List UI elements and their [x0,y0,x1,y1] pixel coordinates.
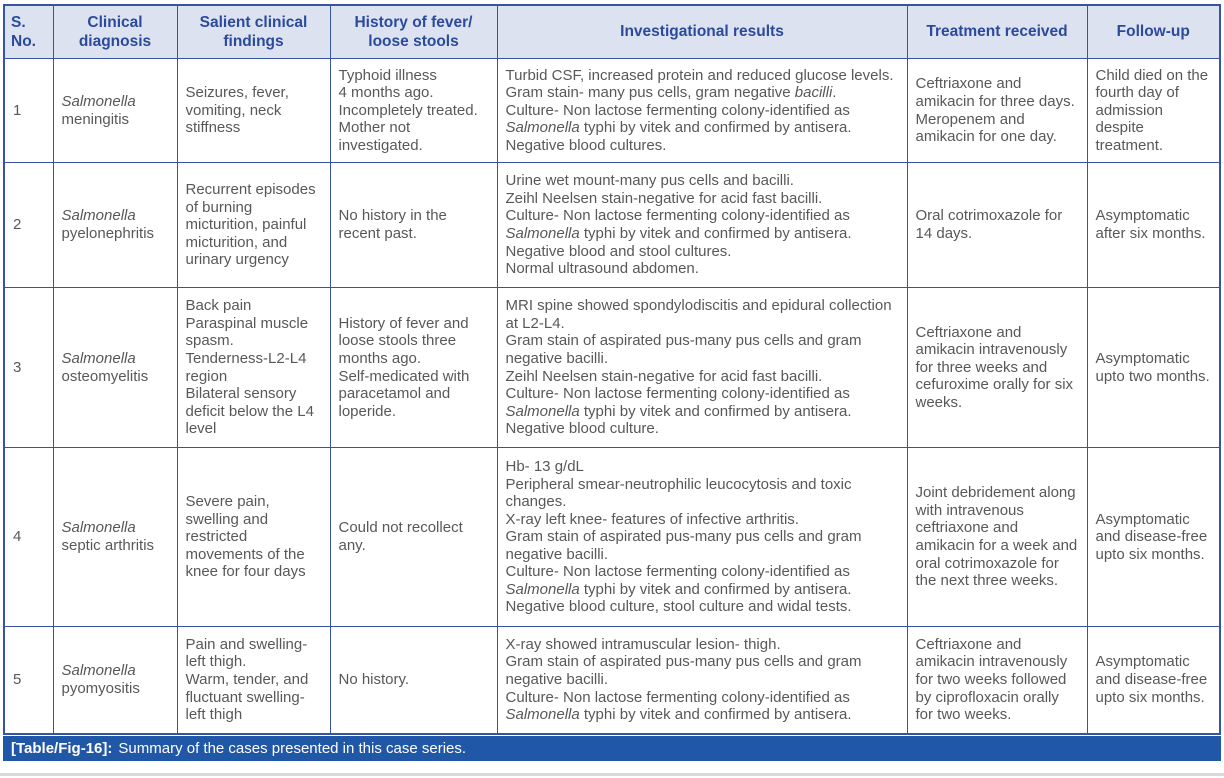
case-series-table [3,4,1221,735]
cell-diagnosis [53,627,177,734]
cell-treatment [907,627,1087,734]
cell-followup [1087,627,1220,734]
cell-diagnosis [53,288,177,448]
cell-line: Seizures, fever, vomiting, neck stiffness [185,84,289,137]
cell-investigations [497,448,907,627]
column-header-sno: S. No. [4,5,53,59]
cell-findings [177,163,330,288]
cell-line: Urine wet mount-many pus cells and bacilli. [505,172,794,190]
cell-line: Back pain [185,297,252,315]
cell-line: Ceftriaxone and amikacin intravenously for three weeks and cefuroxime orally for six weeks. [915,323,1074,411]
cell-treatment [907,288,1087,448]
cell-diagnosis [53,163,177,288]
cell-line: Hb- 13 g/dL [505,458,584,476]
cell-sno: 4 [4,448,53,627]
cell-sno: 2 [4,163,53,288]
cell-line: Bilateral sensory deficit below the L4 level [185,385,314,438]
cell-findings [177,59,330,163]
cell-line: Warm, tender, and fluctuant swelling- left thigh [185,670,309,724]
cell-line: 4 months ago. [338,84,434,102]
cell-sno: 5 [4,627,53,734]
cell-line: History of fever and loose stools three months ago. [338,314,469,367]
column-header-followup: Follow-up [1087,5,1220,59]
cell-line: X-ray showed intramuscular lesion- thigh. [505,635,781,653]
cell-diagnosis [53,448,177,627]
cell-line: No history in the recent past. [338,207,447,242]
cell-line: meningitis [61,110,130,128]
table-row [4,59,1220,163]
cell-line: Normal ultrasound abdomen. [505,260,699,278]
cell-line: Ceftriaxone and amikacin intravenously for two weeks followed by ciprofloxacin orally for two weeks. [915,635,1068,724]
cell-line: Zeihl Neelsen stain-negative for acid fast bacilli. [505,367,823,385]
table-body [4,59,1220,734]
cell-sno: 1 [4,59,53,163]
cell-line: Salmonella [61,662,136,680]
cell-line: Salmonella [61,92,136,110]
cell-line: Paraspinal muscle spasm. [185,314,309,350]
cell-line: Peripheral smear-neutrophilic leucocytosis and toxic changes. [505,475,852,511]
cell-line: Turbid CSF, increased protein and reduced glucose levels. Gram stain- many pus cells, gram negative bacilli. [505,66,894,102]
cell-followup [1087,59,1220,163]
cell-line: Joint debridement along with intravenous ceftriaxone and amikacin for a week and oral cotrimoxazole for the next three weeks. [915,484,1078,590]
cell-line: Gram stain of aspirated pus-many pus cells and gram negative bacilli. [505,653,862,688]
cell-line: MRI spine showed spondylodiscitis and epidural collection at L2-L4. [505,297,892,332]
cell-line: pyomyositis [61,679,140,697]
cell-line: Asymptomatic and disease-free upto six months. [1095,510,1208,563]
cell-line: Could not recollect any. [338,519,463,554]
table-row [4,163,1220,288]
cell-treatment [907,59,1087,163]
page-bottom-edge [0,773,1224,776]
cell-line: Self-medicated with paracetamol and loperide. [338,367,470,420]
column-header-findings: Salient clinical findings [177,5,330,59]
caption-text: Summary of the cases presented in this case series. [118,739,467,757]
cell-line: Zeihl Neelsen stain-negative for acid fast bacilli. [505,189,823,207]
cell-line: Incompletely treated. [338,101,478,119]
table-row [4,627,1220,734]
table-figure [3,4,1221,761]
cell-findings [177,627,330,734]
cell-history [330,288,497,448]
column-header-diagnosis: Clinical diagnosis [53,5,177,59]
cell-line: Salmonella [61,207,136,225]
cell-line: Tenderness-L2-L4 region [185,349,307,385]
cell-history [330,163,497,288]
cell-investigations [497,627,907,734]
cell-history [330,448,497,627]
cell-line: Culture- Non lactose fermenting colony-identified as Salmonella typhi by vitek and confirmed by antisera. [505,563,852,598]
cell-line: Asymptomatic and disease-free upto six months. [1095,653,1208,706]
caption-label: [Table/Fig-16]: [11,739,113,757]
cell-line: Oral cotrimoxazole for 14 days. [915,207,1063,242]
table-header [4,5,1220,59]
cell-followup [1087,163,1220,288]
cell-line: Pain and swelling- left thigh. [185,635,308,671]
cell-line: Culture- Non lactose fermenting colony-identified as Salmonella typhi by vitek and confirmed by antisera. [505,385,852,420]
cell-line: Gram stain of aspirated pus-many pus cells and gram negative bacilli. [505,332,862,367]
cell-line: Ceftriaxone and amikacin for three days. [915,75,1075,110]
table-row [4,288,1220,448]
cell-line: Negative blood and stool cultures. [505,242,732,260]
cell-line: Culture- Non lactose fermenting colony-identified as Salmonella typhi by vitek and confirmed by antisera. [505,688,852,724]
header-row [4,5,1220,59]
cell-line: No history. [338,670,410,688]
cell-treatment [907,448,1087,627]
cell-line: septic arthritis [61,537,155,554]
cell-line: Asymptomatic after six months. [1095,207,1206,242]
cell-investigations [497,59,907,163]
cell-line: Recurrent episodes of burning micturition, painful micturition, and urinary urgency [185,181,316,269]
cell-sno: 3 [4,288,53,448]
cell-findings [177,288,330,448]
cell-line: Culture- Non lactose fermenting colony-identified as Salmonella typhi by vitek and confirmed by antisera. [505,207,852,242]
cell-investigations [497,163,907,288]
cell-investigations [497,288,907,448]
cell-line: Salmonella [61,519,136,537]
cell-history [330,627,497,734]
cell-line: Meropenem and amikacin for one day. [915,110,1057,146]
cell-line: Asymptomatic upto two months. [1095,349,1210,385]
cell-line: Salmonella [61,349,136,367]
cell-line: Negative blood culture, stool culture and widal tests. [505,598,852,616]
cell-line: Negative blood cultures. [505,136,667,154]
cell-line: Negative blood culture. [505,420,659,438]
cell-line: Mother not investigated. [338,119,423,154]
table-row [4,448,1220,627]
column-header-treatment: Treatment received [907,5,1087,59]
cell-followup [1087,288,1220,448]
cell-findings [177,448,330,627]
cell-line: Child died on the fourth day of admission despite treatment. [1095,66,1209,154]
cell-history [330,59,497,163]
column-header-investigations: Investigational results [497,5,907,59]
cell-line: pyelonephritis [61,225,155,242]
cell-line: Typhoid illness [338,66,437,84]
table-caption [3,736,1221,761]
cell-followup [1087,448,1220,627]
cell-line: Culture- Non lactose fermenting colony-identified as Salmonella typhi by vitek and confirmed by antisera. [505,101,852,137]
cell-line: Gram stain of aspirated pus-many pus cells and gram negative bacilli. [505,528,862,563]
cell-line: X-ray left knee- features of infective arthritis. [505,510,799,528]
cell-line: Severe pain, swelling and restricted movements of the knee for four days [185,493,306,581]
cell-treatment [907,163,1087,288]
cell-diagnosis [53,59,177,163]
column-header-history: History of fever/ loose stools [330,5,497,59]
cell-line: osteomyelitis [61,367,149,385]
